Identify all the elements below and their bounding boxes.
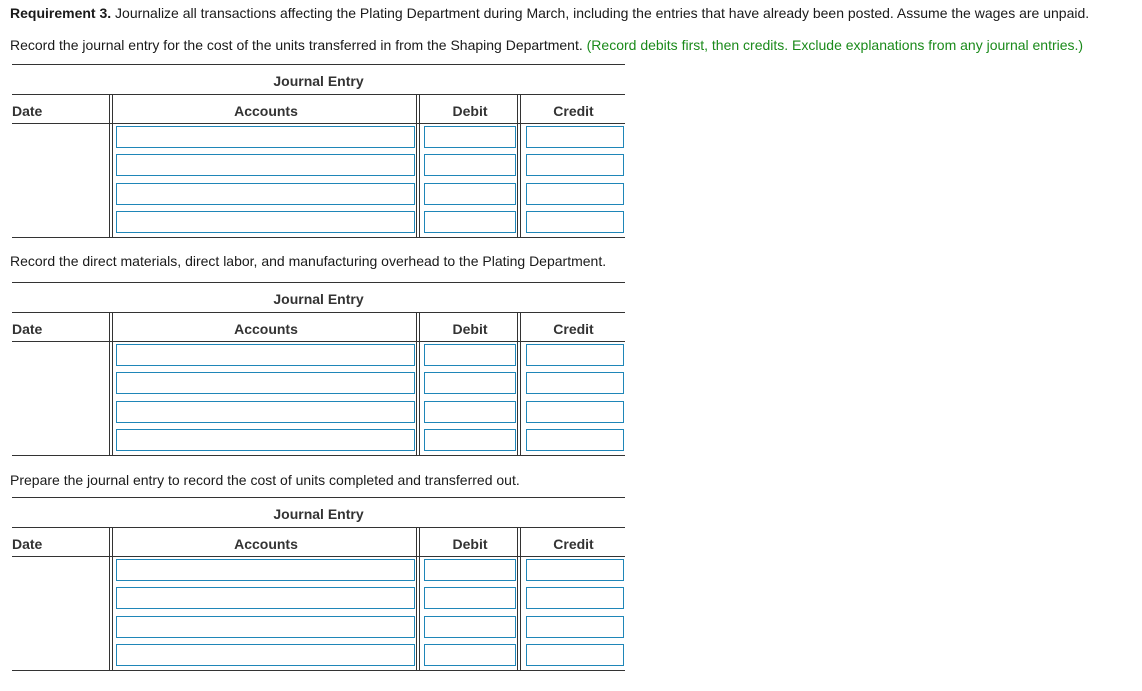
section1-instruction: Record the journal entry for the cost of the units transferred in from the Shaping Department.	[10, 37, 583, 53]
account-input[interactable]	[117, 588, 414, 608]
column-divider	[517, 312, 518, 455]
debit-input-cell	[424, 126, 516, 148]
credit-input[interactable]	[527, 402, 623, 422]
credit-input-cell	[526, 616, 624, 638]
debit-input[interactable]	[425, 155, 515, 175]
section1-note: (Record debits first, then credits. Exclude explanations from any journal entries.)	[582, 37, 1084, 53]
accounts-column-header: Accounts	[234, 321, 298, 337]
accounts-column-header: Accounts	[234, 103, 298, 119]
debit-input-cell	[424, 372, 516, 394]
table-bottom-rule	[12, 237, 625, 238]
header-bottom-rule	[12, 556, 625, 557]
account-input-cell	[116, 401, 415, 423]
account-input[interactable]	[117, 155, 414, 175]
account-input[interactable]	[117, 127, 414, 147]
debit-column-header: Debit	[452, 103, 488, 119]
debit-input-cell	[424, 559, 516, 581]
credit-input-cell	[526, 587, 624, 609]
journal-table-1	[12, 64, 625, 240]
credit-input-cell	[526, 183, 624, 205]
account-input-cell	[116, 344, 415, 366]
credit-input[interactable]	[527, 184, 623, 204]
column-divider	[416, 527, 417, 670]
debit-input-cell	[424, 616, 516, 638]
debit-column-header: Debit	[452, 321, 488, 337]
account-input-cell	[116, 372, 415, 394]
credit-input[interactable]	[527, 430, 623, 450]
account-input[interactable]	[117, 617, 414, 637]
debit-input-cell	[424, 183, 516, 205]
debit-input[interactable]	[425, 127, 515, 147]
table-top-rule	[12, 282, 625, 283]
debit-input-cell	[424, 644, 516, 666]
account-input-cell	[116, 429, 415, 451]
column-divider	[112, 527, 113, 670]
credit-input[interactable]	[527, 127, 623, 147]
account-input[interactable]	[117, 212, 414, 232]
credit-input-cell	[526, 372, 624, 394]
requirement-label: Requirement 3.	[10, 5, 112, 21]
debit-input[interactable]	[425, 212, 515, 232]
credit-input-cell	[526, 401, 624, 423]
journal-table-3	[12, 497, 625, 673]
credit-input-cell	[526, 644, 624, 666]
column-divider	[416, 312, 417, 455]
credit-input-cell	[526, 211, 624, 233]
debit-input-cell	[424, 344, 516, 366]
date-column-header: Date	[12, 103, 43, 119]
date-column-header: Date	[12, 321, 43, 337]
debit-input[interactable]	[425, 402, 515, 422]
debit-input[interactable]	[425, 430, 515, 450]
debit-input[interactable]	[425, 617, 515, 637]
account-input-cell	[116, 211, 415, 233]
debit-input[interactable]	[425, 373, 515, 393]
debit-input-cell	[424, 211, 516, 233]
header-top-rule	[12, 94, 625, 95]
account-input-cell	[116, 154, 415, 176]
column-divider	[517, 94, 518, 237]
credit-input-cell	[526, 559, 624, 581]
debit-input[interactable]	[425, 560, 515, 580]
account-input-cell	[116, 126, 415, 148]
column-divider	[419, 527, 420, 670]
column-divider	[419, 312, 420, 455]
account-input-cell	[116, 183, 415, 205]
account-input-cell	[116, 587, 415, 609]
column-divider	[109, 312, 110, 455]
credit-input[interactable]	[527, 560, 623, 580]
header-top-rule	[12, 527, 625, 528]
account-input-cell	[116, 644, 415, 666]
debit-input-cell	[424, 401, 516, 423]
debit-input[interactable]	[425, 588, 515, 608]
section2-instruction: Record the direct materials, direct labor, and manufacturing overhead to the Plating Department.	[10, 253, 607, 269]
column-divider	[419, 94, 420, 237]
credit-column-header: Credit	[553, 321, 594, 337]
account-input-cell	[116, 559, 415, 581]
account-input[interactable]	[117, 345, 414, 365]
column-divider	[520, 94, 521, 237]
debit-input[interactable]	[425, 345, 515, 365]
column-divider	[112, 312, 113, 455]
journal-table-2	[12, 282, 625, 458]
section3-instruction: Prepare the journal entry to record the cost of units completed and transferred out.	[10, 472, 520, 488]
account-input[interactable]	[117, 373, 414, 393]
credit-input[interactable]	[527, 617, 623, 637]
credit-input[interactable]	[527, 155, 623, 175]
credit-input[interactable]	[527, 212, 623, 232]
header-bottom-rule	[12, 341, 625, 342]
journal-entry-title: Journal Entry	[273, 506, 364, 522]
section1-instruction-line	[10, 37, 1083, 53]
table-top-rule	[12, 64, 625, 65]
debit-input[interactable]	[425, 184, 515, 204]
debit-input-cell	[424, 429, 516, 451]
debit-column-header: Debit	[452, 536, 488, 552]
header-top-rule	[12, 312, 625, 313]
credit-input[interactable]	[527, 645, 623, 665]
credit-input-cell	[526, 429, 624, 451]
account-input[interactable]	[117, 645, 414, 665]
column-divider	[520, 527, 521, 670]
accounts-column-header: Accounts	[234, 536, 298, 552]
table-bottom-rule	[12, 670, 625, 671]
requirement-heading	[10, 5, 1089, 21]
account-input-cell	[116, 616, 415, 638]
table-bottom-rule	[12, 455, 625, 456]
column-divider	[517, 527, 518, 670]
requirement-text: Journalize all transactions affecting the Plating Department during March, including the entries that have already been posted. Assume the wages are unpaid.	[111, 5, 1090, 21]
column-divider	[109, 94, 110, 237]
credit-column-header: Credit	[553, 103, 594, 119]
debit-input-cell	[424, 587, 516, 609]
credit-column-header: Credit	[553, 536, 594, 552]
credit-input-cell	[526, 126, 624, 148]
credit-input-cell	[526, 154, 624, 176]
credit-input[interactable]	[527, 345, 623, 365]
debit-input[interactable]	[425, 645, 515, 665]
journal-entry-title: Journal Entry	[273, 291, 364, 307]
header-bottom-rule	[12, 123, 625, 124]
debit-input-cell	[424, 154, 516, 176]
journal-entry-title: Journal Entry	[273, 73, 364, 89]
account-input[interactable]	[117, 402, 414, 422]
column-divider	[416, 94, 417, 237]
date-column-header: Date	[12, 536, 43, 552]
table-top-rule	[12, 497, 625, 498]
credit-input[interactable]	[527, 588, 623, 608]
account-input[interactable]	[117, 430, 414, 450]
credit-input-cell	[526, 344, 624, 366]
account-input[interactable]	[117, 560, 414, 580]
credit-input[interactable]	[527, 373, 623, 393]
column-divider	[109, 527, 110, 670]
column-divider	[520, 312, 521, 455]
account-input[interactable]	[117, 184, 414, 204]
column-divider	[112, 94, 113, 237]
